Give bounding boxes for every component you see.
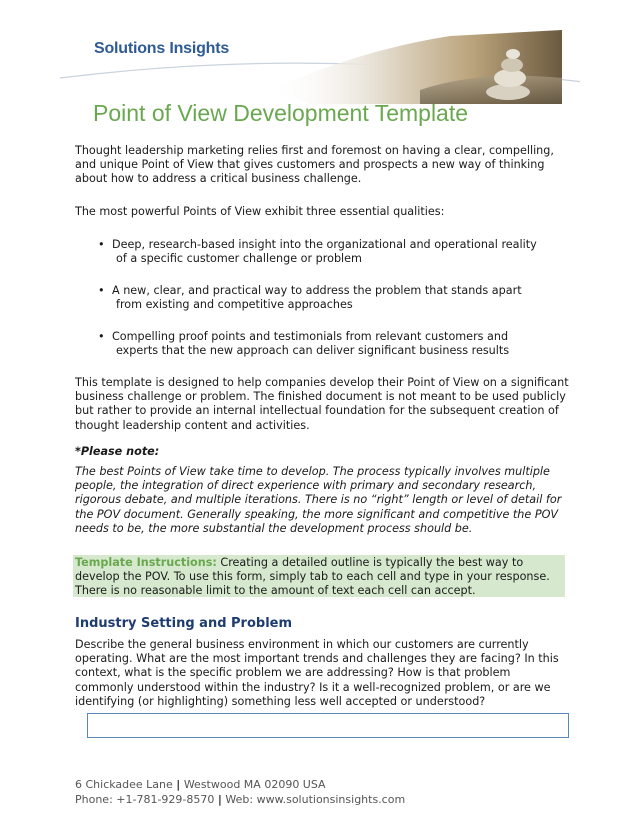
instructions-label: Template Instructions: [75,556,217,569]
footer-web: Web: www.solutionsinsights.com [225,792,406,806]
page-header [0,0,638,110]
qualities-intro: The most powerful Points of View exhibit three essential qualities: [75,205,445,218]
stacked-stones-photo [270,30,562,104]
bullet-item [98,238,568,266]
footer-separator: | [176,778,181,791]
instructions-text: Creating a detailed outline is typically the best way to develop the POV. To use this form, simply tab to each cell and type in your response. There is no reasonable limit to the amount of text each cell can accept. [75,556,550,597]
bullet-line-1: Compelling proof points and testimonials from relevant customers and [112,330,509,343]
template-instructions-box [73,555,565,597]
intro-paragraph: Thought leadership marketing relies first and foremost on having a clear, compelling, and unique Point of View that gives customers and prospects a new way of thinking about how to address a critical business challenge. [75,144,554,186]
bullet-line-1: A new, clear, and practical way to address the problem that stands apart [112,284,522,297]
footer-city: Westwood MA 02090 USA [183,778,326,791]
bullet-line-2: of a specific customer challenge or problem [116,252,362,266]
footer-address: 6 Chickadee Lane [75,778,173,791]
page-footer [75,778,405,807]
section-prompt: Describe the general business environment in which our customers are currently operating. What are the most important trends and challenges they are facing? In this context, what is the specific problem we are addressing? How is that problem commonly understood within the industry? Is it a well-recognized problem, or are we identifying (or highlighting) something less well accepted or understood? [75,638,559,708]
page-title: Point of View Development Template [93,100,469,126]
bullet-dot: • [98,238,105,251]
bullet-line-1: Deep, research-based insight into the organizational and operational reality [112,238,537,251]
template-description: This template is designed to help companies develop their Point of View on a significant business challenge or problem. The finished document is not meant to be used publicly but rather to provide an internal intellectual foundation for the subsequent creation of thought leadership content and activities. [75,376,569,432]
note-label: *Please note: [75,445,160,458]
section-heading: Industry Setting and Problem [75,616,293,631]
bullet-item [98,330,568,358]
bullet-line-2: experts that the new approach can deliver significant business results [116,344,510,358]
footer-phone: Phone: +1-781-929-8570 [75,792,215,806]
footer-separator: | [217,792,222,806]
bullet-dot: • [98,330,105,343]
footer-address-line [75,778,405,793]
footer-contact-line [75,793,405,808]
bullet-item [98,284,568,312]
note-body: The best Points of View take time to develop. The process typically involves multiple people, the integration of direct experience with primary and secondary research, rigorous debate, and multiple iterations. There is no “right” length or level of detail for the POV document. Generally speaking, the more significant and competitive the POV needs to be, the more substantial the development process should be. [75,465,562,535]
company-logo: Solutions Insights [94,40,230,57]
industry-setting-answer-field[interactable] [87,713,569,738]
bullet-line-2: from existing and competitive approaches [116,298,353,312]
bullet-dot: • [98,284,105,297]
